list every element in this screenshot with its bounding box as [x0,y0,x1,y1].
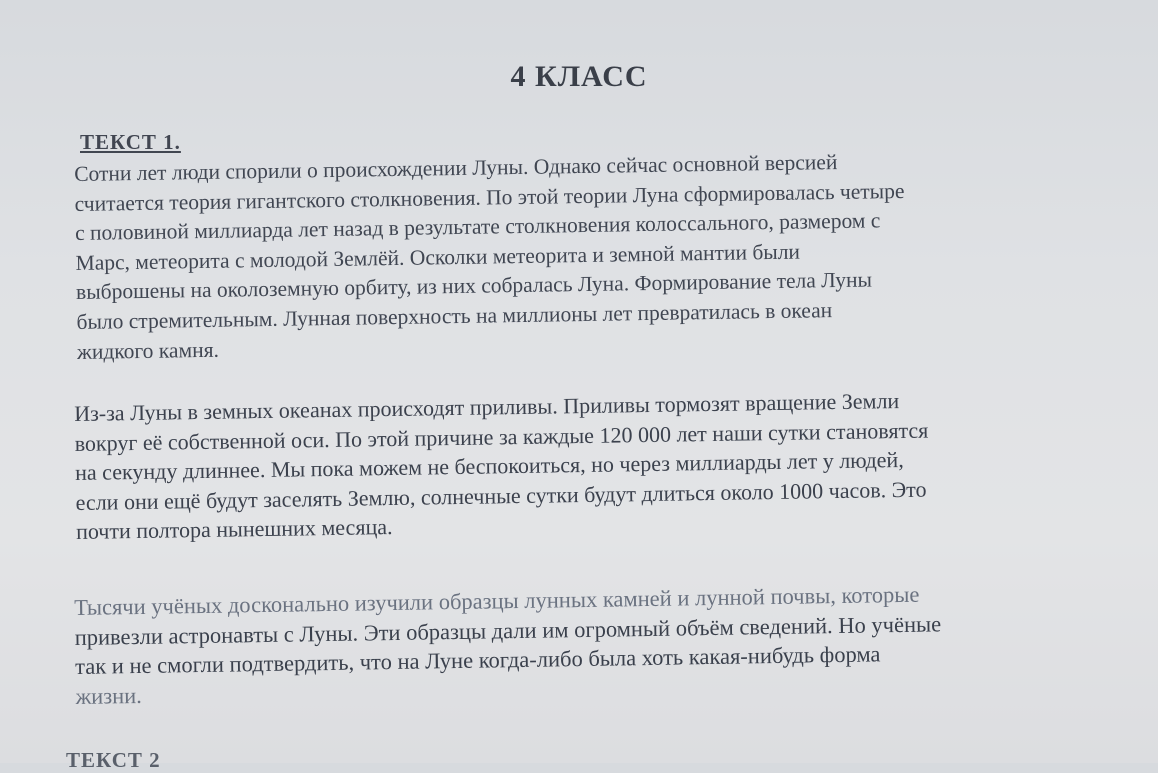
paragraph-line: Сотни лет люди спорили о происхождении Луны. Однако сейчас основной версией [74,150,838,186]
paragraph-line: так и не смогли подтвердить, что на Луне когда-либо была хоть какая-нибудь форма [74,641,881,680]
paragraph-line: Тысячи учёных досконально изучили образцы лунных камней и лунной почвы, которые [74,581,920,620]
section-heading-text-2: ТЕКСТ 2 [66,748,161,772]
paragraph-2 [74,382,1151,547]
paragraph-line: выброшены на околоземную орбиту, из них собралась Луна. Формирование тела Луны [75,267,873,305]
paragraph-line: Марс, метеорита с молодой Землёй. Осколки метеорита и земной мантии были [75,239,801,275]
page-title: 4 КЛАСС [510,60,648,93]
paragraph-line: жизни. [75,682,142,709]
paragraph-line: если они ещё будут заселять Землю, солнечные сутки будут длиться около 1000 часов. Это [75,476,927,515]
paragraph-1 [74,143,1152,367]
paragraph-line: почти полтора нынешних месяца. [75,514,393,545]
paragraph-line: привезли астронавты с Луны. Эти образцы дали им огромный объём сведений. Но учёные [74,610,942,650]
section-heading-text-1: ТЕКСТ 1. [80,130,181,154]
paragraph-line: было стремительным. Лунная поверхность на миллионы лет превратилась в океан [76,298,833,334]
paragraph-3 [74,576,1151,711]
paragraph-line: вокруг её собственной оси. По этой причине за каждые 120 000 лет наши сутки становятся [74,417,929,456]
paragraph-line: Из-за Луны в земных океанах происходят приливы. Приливы тормозят вращение Земли [74,388,900,426]
paragraph-line: считается теория гигантского столкновения. По этой теории Луна сформировалась четыре [74,178,905,216]
paragraph-line: с половиной миллиарда лет назад в результате столкновения колоссального, размером с [74,208,881,246]
paragraph-line: жидкого камня. [76,337,220,364]
paragraph-line: на секунду длиннее. Мы пока можем не беспокоиться, но через миллиарды лет у людей, [74,447,904,486]
